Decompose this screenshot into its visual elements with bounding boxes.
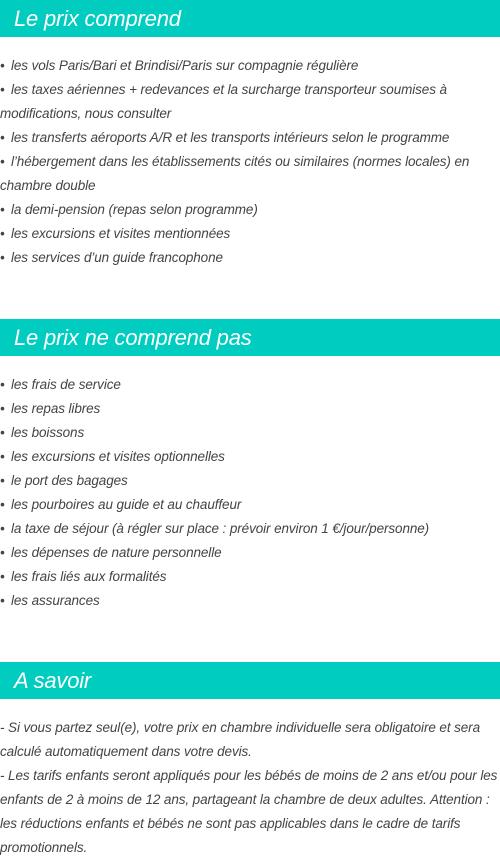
list-item: • les frais liés aux formalités [0,569,167,584]
list-item: • la demi-pension (repas selon programme) [0,202,258,217]
list-item: • les pourboires au guide et au chauffeur [0,497,242,512]
included-list [0,54,500,270]
list-item: • les services d’un guide francophone [0,250,223,265]
list-item: • les excursions et visites mentionnées [0,226,231,241]
info-paragraph: - Si vous partez seul(e), votre prix en chambre individuelle sera obligatoire et sera calculé automatiquement dans votre devis. [0,720,480,759]
list-item: • l’hébergement dans les établissements cités ou similaires (normes locales) en chambre double [0,154,470,193]
list-item: • les repas libres [0,401,101,416]
list-item: • la taxe de séjour (à régler sur place : prévoir environ 1 €/jour/personne) [0,521,430,536]
section-good-to-know [0,662,500,860]
section-included [0,0,500,270]
info-paragraph: - Les tarifs enfants seront appliqués pour les bébés de moins de 2 ans et/ou pour les enfants de 2 à moins de 12 ans, partageant la chambre de deux adultes. Attention : les réductions enfants et bébés ne sont pas applicables dans le cadre de tarifs promotionnels. [0,768,498,855]
section-title: Le prix comprend [0,0,500,37]
list-item: • le port des bagages [0,473,128,488]
section-title: Le prix ne comprend pas [0,319,500,356]
list-item: • les vols Paris/Bari et Brindisi/Paris sur compagnie régulière [0,58,359,73]
list-item: • les assurances [0,593,100,608]
info-text [0,716,500,860]
section-not-included [0,319,500,613]
list-item: • les frais de service [0,377,121,392]
not-included-list [0,373,500,613]
list-item: • les boissons [0,425,85,440]
list-item: • les transferts aéroports A/R et les transports intérieurs selon le programme [0,130,450,145]
list-item: • les excursions et visites optionnelles [0,449,225,464]
section-title: A savoir [0,662,500,699]
list-item: • les taxes aériennes + redevances et la surcharge transporteur soumises à modifications, nous consulter [0,82,447,121]
list-item: • les dépenses de nature personnelle [0,545,222,560]
